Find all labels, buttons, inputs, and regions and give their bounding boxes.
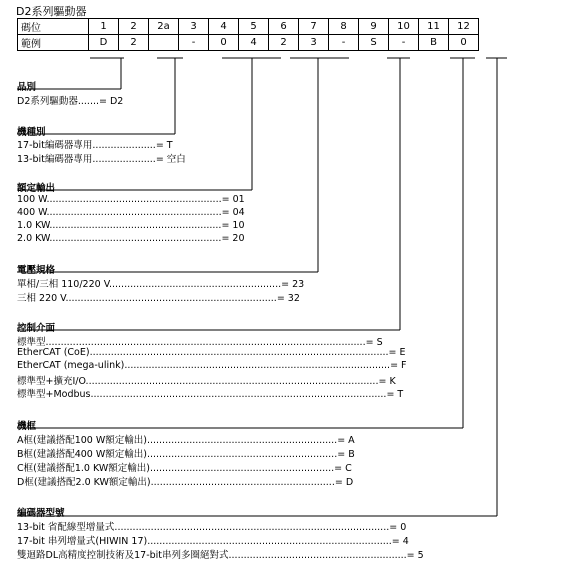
spec-line: 標準型..........................................................................................................= S [17,337,383,348]
position-cell: 7 [299,19,329,35]
document-title: D2系列驅動器 [16,5,87,18]
example-cell: B [419,35,449,51]
section-heading: 機框 [17,421,37,432]
spec-line: EtherCAT (CoE)...................................................................................................= E [17,347,406,358]
position-cell: 8 [329,19,359,35]
section-heading: 電壓規格 [17,265,56,276]
example-cell: D [89,35,119,51]
spec-line: 標準型+擴充I/O.................................................................................................= K [17,376,396,387]
spec-line: 標準型+Modbus..................................................................................................= T [17,389,404,400]
spec-line: 100 W..........................................................= 01 [17,194,245,205]
example-cell: S [359,35,389,51]
spec-line: D框(建議搭配2.0 KW額定輸出).............................................................= D [17,477,354,488]
section-heading: 額定輸出 [17,183,56,194]
position-cell: 11 [419,19,449,35]
spec-line: 雙迴路DL高精度控制技術及17-bit串列多圈絕對式...........................................................= 5 [17,550,424,561]
position-cell: 2 [119,19,149,35]
position-cell: 5 [239,19,269,35]
spec-line: 2.0 KW.........................................................= 20 [17,233,245,244]
example-cell: 2 [269,35,299,51]
section-heading: 機種別 [17,127,46,138]
example-cell: 3 [299,35,329,51]
spec-line: 13-bit 省配線型增量式...........................................................................................= 0 [17,522,407,533]
spec-line: 17-bit編碼器專用.....................= T [17,140,173,151]
row-label-example: 範例 [18,35,89,51]
spec-line: 三相 220 V......................................................................= 32 [17,293,300,304]
position-cell: 12 [449,19,479,35]
example-cell: 0 [449,35,479,51]
spec-line: 13-bit編碼器專用.....................= 空白 [17,154,186,165]
spec-line: 400 W..........................................................= 04 [17,207,245,218]
spec-line: B框(建議搭配400 W額定輸出)...............................................................= B [17,449,355,460]
position-cell: 3 [179,19,209,35]
row-label-position: 碼位 [18,19,89,35]
example-cell: - [329,35,359,51]
section-heading: 品別 [17,82,37,93]
spec-line: C框(建議搭配1.0 KW額定輸出).............................................................= C [17,463,352,474]
position-cell: 6 [269,19,299,35]
spec-line: 單相/三相 110/220 V.........................................................= 23 [17,279,305,290]
example-cell: 0 [209,35,239,51]
spec-line: D2系列驅動器.......= D2 [17,96,124,107]
example-cell: - [179,35,209,51]
example-cell: 4 [239,35,269,51]
position-cell: 2a [149,19,179,35]
position-cell: 10 [389,19,419,35]
position-cell: 9 [359,19,389,35]
section-heading: 編碼器型號 [17,508,65,519]
spec-line: 1.0 KW.........................................................= 10 [17,220,245,231]
example-cell: 2 [119,35,149,51]
spec-line: EtherCAT (mega-ulink)........................................................................................= F [17,360,407,371]
example-cell: - [389,35,419,51]
spec-line: 17-bit 串列增量式(HIWIN 17).................................................................................= 4 [17,536,409,547]
section-heading: 控制介面 [17,323,56,334]
position-cell: 4 [209,19,239,35]
position-cell: 1 [89,19,119,35]
spec-line: A框(建議搭配100 W額定輸出)...............................................................= A [17,435,355,446]
